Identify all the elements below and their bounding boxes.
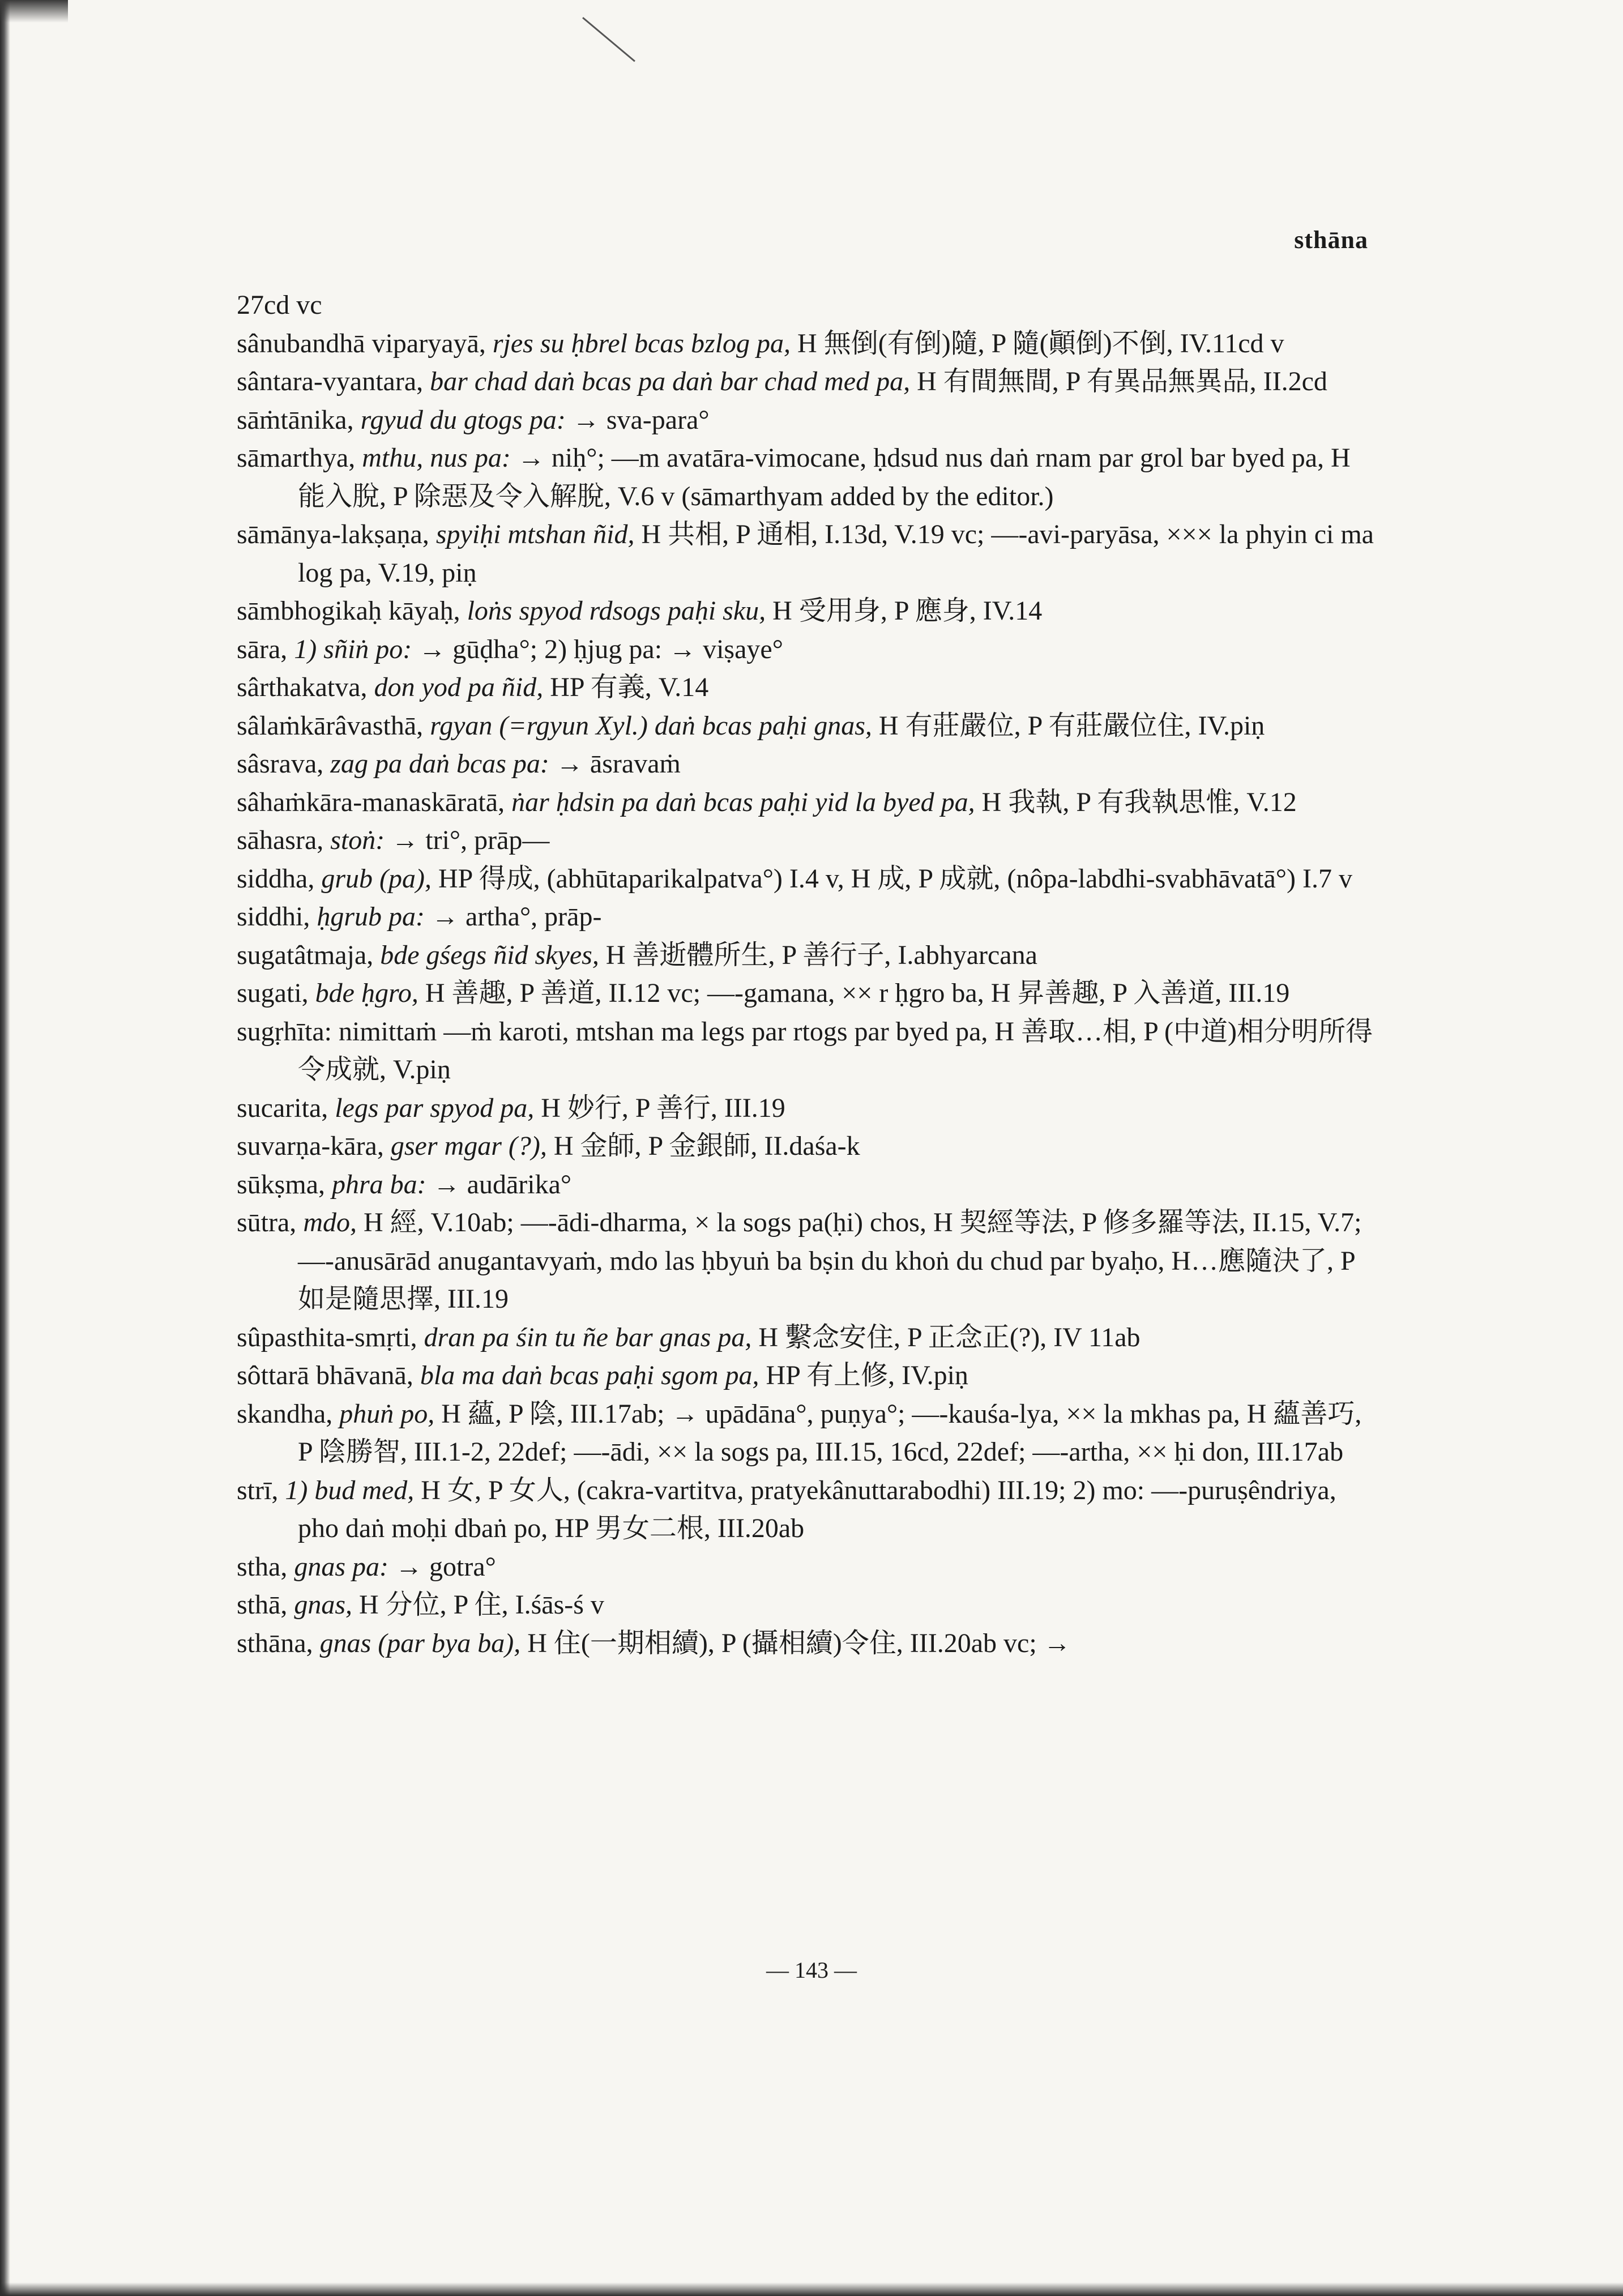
dictionary-entry: sūkṣma, phra ba: → audārika° xyxy=(237,1169,572,1200)
dictionary-entry: sâsrava, zag pa daṅ bcas pa: → āsravaṁ xyxy=(237,749,681,779)
dictionary-entry: skandha, phuṅ po, H 蘊, P 陰, III.17ab; → upādāna°, puṇya°; —-kauśa-lya, ×× la mkhas pa, H 蘊善巧, P 陰勝智, III.1-2, 22def; —-ādi, ×× la sogs pa, III.15, 16cd, 22def; —-artha, ×× ḥi don, III.17ab xyxy=(237,1398,1362,1467)
dictionary-entry: sāmarthya, mthu, nus pa: → niḥ°; —m avatāra-vimocane, ḥdsud nus daṅ rnam par grol bar byed pa, H 能入脫, P 除惡及令入解脫, V.6 v (sāmarthyam added by the editor.) xyxy=(237,443,1351,511)
dictionary-entry: sāhasra, stoṅ: → tri°, prāp— xyxy=(237,825,550,855)
dictionary-entry: sântara-vyantara, bar chad daṅ bcas pa daṅ bar chad med pa, H 有間無間, P 有異品無異品, II.2cd xyxy=(237,366,1327,396)
dictionary-entry: sâhaṁkāra-manaskāratā, ṅar ḥdsin pa daṅ bcas paḥi yid la byed pa, H 我執, P 有我執思惟, V.12 xyxy=(237,787,1297,817)
dictionary-entry: sāmbhogikaḥ kāyaḥ, loṅs spyod rdsogs paḥi sku, H 受用身, P 應身, IV.14 xyxy=(237,596,1043,626)
dictionary-entry: stha, gnas pa: → gotra° xyxy=(237,1551,496,1582)
dictionary-entry: sugatâtmaja, bde gśegs ñid skyes, H 善逝體所生, P 善行子, I.abhyarcana xyxy=(237,940,1037,970)
dictionary-entry: sugati, bde ḥgro, H 善趣, P 善道, II.12 vc; —-gamana, ×× r ḥgro ba, H 昇善趣, P 入善道, III.19 xyxy=(237,978,1290,1008)
dictionary-entry: 27cd vc xyxy=(237,290,322,320)
dictionary-entry: sâlaṁkārâvasthā, rgyan (=rgyun Xyl.) daṅ bcas paḥi gnas, H 有莊嚴位, P 有莊嚴位住, IV.piṇ xyxy=(237,710,1265,741)
dictionary-entry: sāmānya-lakṣaṇa, spyiḥi mtshan ñid, H 共相, P 通相, I.13d, V.19 vc; —-avi-paryāsa, ××× la phyin ci ma log pa, V.19, piṇ xyxy=(237,519,1374,588)
running-header: sthāna xyxy=(1294,226,1368,254)
dictionary-entry: sârthakatva, don yod pa ñid, HP 有義, V.14 xyxy=(237,672,709,702)
dictionary-entry: sugṛhīta: nimittaṁ —ṁ karoti, mtshan ma legs par rtogs par byed pa, H 善取…相, P (中道)相分明所得令成就, V.piṇ xyxy=(237,1016,1373,1085)
dictionary-entry: siddha, grub (pa), HP 得成, (abhūtaparikalpatva°) I.4 v, H 成, P 成就, (nôpa-labdhi-svabhāvatā°) I.7 v xyxy=(237,863,1352,894)
scan-shadow-top xyxy=(0,0,68,23)
dictionary-entry: sûpasthita-smṛti, dran pa śin tu ñe bar gnas pa, H 繫念安住, P 正念正(?), IV 11ab xyxy=(237,1322,1141,1352)
dictionary-entry: strī, 1) bud med, H 女, P 女人, (cakra-vartitva, pratyekânuttarabodhi) III.19; 2) mo: —-puruṣêndriya, pho daṅ moḥi dbaṅ po, HP 男女二根, III.20ab xyxy=(237,1475,1336,1543)
scan-shadow-bottom xyxy=(0,2282,1623,2296)
pen-stroke-mark xyxy=(582,17,635,62)
dictionary-entry: sthā, gnas, H 分位, P 住, I.śās-ś v xyxy=(237,1590,604,1620)
dictionary-entries xyxy=(237,286,1375,1662)
dictionary-entry: sôttarā bhāvanā, bla ma daṅ bcas paḥi sgom pa, HP 有上修, IV.piṇ xyxy=(237,1360,968,1390)
page-number: — 143 — xyxy=(766,1957,857,1983)
dictionary-entry: suvarṇa-kāra, gser mgar (?), H 金師, P 金銀師, II.daśa-k xyxy=(237,1131,860,1161)
dictionary-entry: sūtra, mdo, H 經, V.10ab; —-ādi-dharma, × la sogs pa(ḥi) chos, H 契經等法, P 修多羅等法, II.15, V.7; —-anusārād anugantavyaṁ, mdo las ḥbyuṅ ba bṣin du khoṅ du chud par byaḥo, H…應隨決了, P 如是隨思擇, III.19 xyxy=(237,1207,1362,1314)
dictionary-entry: sāṁtānika, rgyud du gtogs pa: → sva-para° xyxy=(237,404,710,435)
scan-shadow-left xyxy=(0,0,10,2296)
dictionary-entry: sucarita, legs par spyod pa, H 妙行, P 善行, III.19 xyxy=(237,1092,785,1123)
dictionary-entry: siddhi, ḥgrub pa: → artha°, prāp- xyxy=(237,902,602,932)
dictionary-entry: sânubandhā viparyayā, rjes su ḥbrel bcas bzlog pa, H 無倒(有倒)隨, P 隨(顚倒)不倒, IV.11cd v xyxy=(237,328,1284,359)
dictionary-entry: sthāna, gnas (par bya ba), H 住(一期相續), P (攝相續)令住, III.20ab vc; → xyxy=(237,1628,1071,1658)
dictionary-entry: sāra, 1) sñiṅ po: → gūḍha°; 2) ḥjug pa: → viṣaye° xyxy=(237,634,783,664)
